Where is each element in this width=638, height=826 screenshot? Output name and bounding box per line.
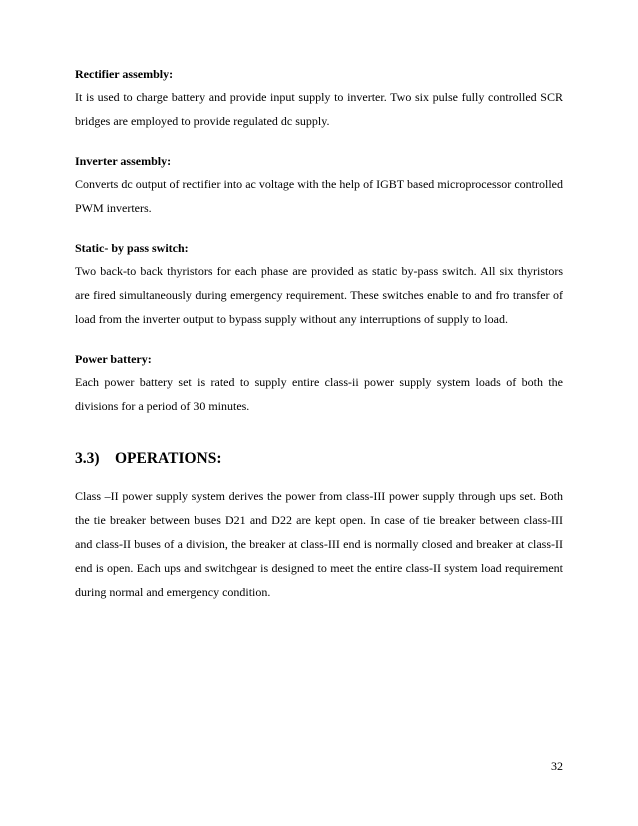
section-heading: Static- by pass switch:	[75, 241, 189, 255]
operations-paragraph: Class –II power supply system derives the power from class-III power supply through ups set. Both the tie breaker between buses D21 and D22 are kept open. In case of tie breaker between class-III and class-II buses of a division, the breaker at class-III end is normally closed and breaker at class-II end is open. Each ups and switchgear is designed to meet the entire class-II system load requirement during normal and emergency condition.	[75, 489, 563, 599]
operations-heading	[75, 448, 563, 470]
section-paragraph: Each power battery set is rated to supply entire class-ii power supply system loads of both the divisions for a period of 30 minutes.	[75, 375, 563, 413]
section-paragraph: It is used to charge battery and provide input supply to inverter. Two six pulse fully controlled SCR bridges are employed to provide regulated dc supply.	[75, 90, 563, 128]
section-inverter-assembly	[75, 153, 563, 220]
section-heading: Inverter assembly:	[75, 154, 172, 168]
section-power-battery	[75, 351, 563, 418]
section-paragraph: Converts dc output of rectifier into ac voltage with the help of IGBT based microprocessor controlled PWM inverters.	[75, 177, 563, 215]
section-paragraph: Two back-to back thyristors for each phase are provided as static by-pass switch. All six thyristors are fired simultaneously during emergency requirement. These switches enable to and fro transfer of load from the inverter output to bypass supply without any interruptions of supply to load.	[75, 264, 563, 326]
section-static-bypass-switch	[75, 240, 563, 331]
page-number: 32	[551, 759, 563, 773]
section-heading: Power battery:	[75, 352, 152, 366]
document-page	[75, 66, 563, 604]
section-rectifier-assembly	[75, 66, 563, 133]
section-title: OPERATIONS:	[115, 450, 222, 467]
section-number: 3.3)	[75, 450, 100, 467]
section-heading: Rectifier assembly:	[75, 67, 174, 81]
